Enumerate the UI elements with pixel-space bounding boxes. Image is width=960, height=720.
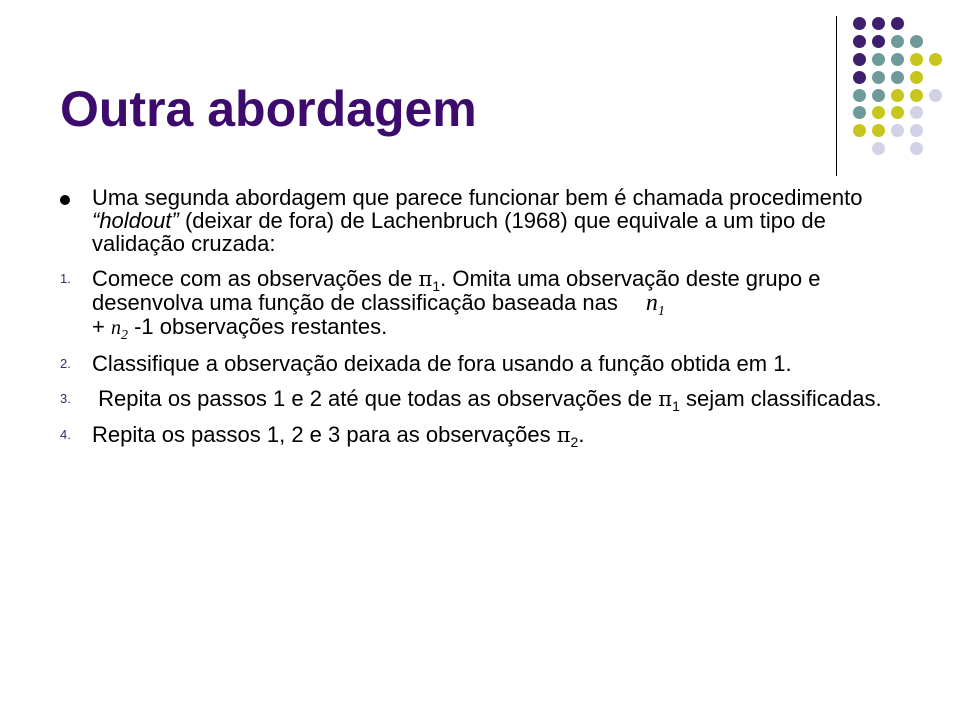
dot-teal xyxy=(891,71,904,84)
pi-subscript: 2 xyxy=(570,434,579,450)
slide-body xyxy=(60,186,910,459)
dot-teal xyxy=(872,89,885,102)
intro-holdout-term: “holdout” xyxy=(92,208,179,233)
plus-sign: + xyxy=(92,314,111,339)
dot-purple xyxy=(853,71,866,84)
dot-olive xyxy=(853,124,866,137)
dot-lavender xyxy=(910,106,923,119)
n1-symbol: n xyxy=(645,290,658,316)
dot-lavender xyxy=(910,142,923,155)
intro-text-end: (deixar de fora) de Lachenbruch (1968) que equivale a um tipo de validação cruzada: xyxy=(92,208,826,256)
dot-olive xyxy=(910,89,923,102)
dot-teal xyxy=(853,106,866,119)
pi-subscript: 1 xyxy=(672,398,680,414)
dot-purple xyxy=(872,35,885,48)
dot-teal xyxy=(853,89,866,102)
step-2 xyxy=(60,352,910,375)
dot-olive xyxy=(872,124,885,137)
dot-lavender xyxy=(910,124,923,137)
dot-purple xyxy=(872,17,885,30)
dot-olive xyxy=(872,106,885,119)
dot-purple xyxy=(853,17,866,30)
dot-olive xyxy=(929,53,942,66)
dot-olive xyxy=(891,89,904,102)
pi-symbol: π xyxy=(418,267,433,291)
step-number: 2. xyxy=(60,356,71,371)
dot-purple xyxy=(891,17,904,30)
pi-symbol: π xyxy=(658,387,673,411)
dot-olive xyxy=(891,106,904,119)
pi-symbol: π xyxy=(556,423,571,447)
dot-olive xyxy=(910,71,923,84)
step-text: -1 observações restantes. xyxy=(127,314,388,339)
n2-symbol: n xyxy=(110,317,121,339)
intro-bullet xyxy=(60,186,910,255)
dot-lavender xyxy=(872,142,885,155)
step-number: 3. xyxy=(60,391,71,406)
step-1 xyxy=(60,266,910,343)
dot-lavender xyxy=(929,89,942,102)
step-text: Repita os passos 1, 2 e 3 para as observações xyxy=(92,422,557,447)
dot-teal xyxy=(891,35,904,48)
step-text: Repita os passos 1 e 2 até que todas as observações de xyxy=(92,386,659,411)
dot-teal xyxy=(910,35,923,48)
pi-subscript: 1 xyxy=(432,278,441,294)
dot-teal xyxy=(891,53,904,66)
n2-subscript: 2 xyxy=(120,328,128,343)
intro-text-start: Uma segunda abordagem que parece funcionar bem é chamada procedimento xyxy=(92,185,863,210)
dot-teal xyxy=(872,53,885,66)
step-text: . xyxy=(578,422,585,447)
step-text: Classifique a observação deixada de fora usando a função obtida em 1. xyxy=(92,351,792,376)
bullet-dot-icon xyxy=(60,195,70,205)
step-number: 4. xyxy=(60,427,71,442)
dot-purple xyxy=(853,35,866,48)
dot-teal xyxy=(872,71,885,84)
step-3 xyxy=(60,386,910,414)
dot-purple xyxy=(853,53,866,66)
slide-title: Outra abordagem xyxy=(60,81,477,137)
step-4 xyxy=(60,422,910,450)
step-text: Comece com as observações de xyxy=(92,266,419,291)
step-number: 1. xyxy=(60,271,71,286)
step-text: sejam classificadas. xyxy=(679,386,882,411)
dot-lavender xyxy=(891,124,904,137)
n1-subscript: 1 xyxy=(657,304,665,319)
dot-olive xyxy=(910,53,923,66)
vertical-divider-line xyxy=(836,16,837,176)
step-text: . Omita uma observação deste grupo e desenvolva uma função de classificação baseada nas xyxy=(92,266,821,315)
